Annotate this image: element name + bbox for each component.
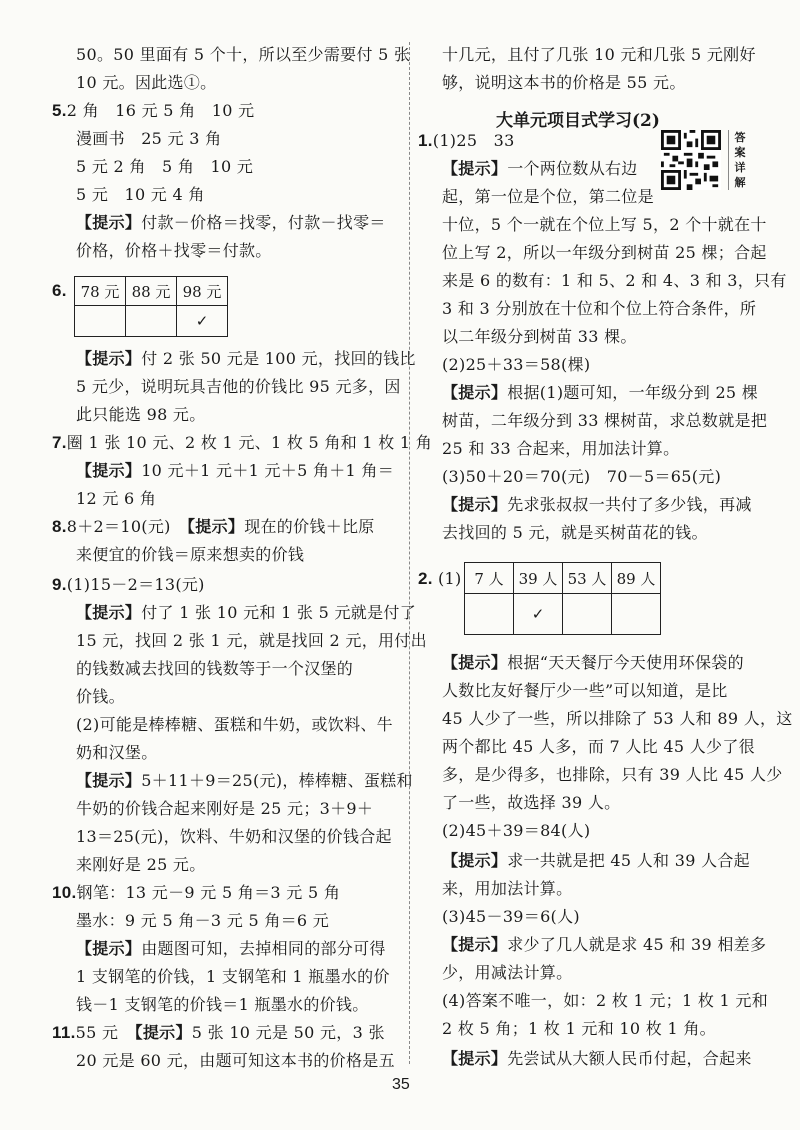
line-text: 10 元＋1 元＋1 元＋5 角＋1 角＝ [141, 461, 395, 480]
text-line [442, 850, 750, 872]
text-line [76, 938, 386, 960]
line-text: 一个两位数从右边 [507, 159, 638, 178]
text-line [76, 826, 392, 848]
question-number: 5. [52, 101, 67, 120]
text-line [442, 494, 752, 516]
text-line [442, 72, 686, 94]
hint-label: 【提示】 [76, 213, 142, 232]
line-text: 现在的价钱＋比原 [244, 517, 375, 536]
line-text: 付 2 张 50 元是 100 元，找回的钱比 [141, 349, 416, 368]
text-line [52, 100, 254, 122]
line-text: (1)25 33 [432, 131, 515, 150]
line-text: 55 元 [75, 1023, 135, 1042]
hint-label: 【提示】 [134, 1023, 192, 1042]
text-line [76, 72, 216, 94]
text-line [442, 680, 728, 702]
q2-checkmark: ✓ [514, 594, 563, 635]
line-text: 两个都比 45 人多，而 7 人比 45 人少了很 [442, 737, 755, 756]
q2-mark-1 [465, 594, 514, 635]
text-line [442, 522, 708, 544]
qr-code-icon[interactable] [661, 130, 721, 190]
line-text: 起，第一位是个位，第二位是 [442, 187, 654, 206]
line-text: 价格，价格＋找零＝付款。 [76, 241, 272, 260]
line-text: 人数比友好餐厅少一些”可以知道，是比 [442, 681, 728, 700]
line-text: 墨水：9 元 5 角－3 元 5 角＝6 元 [76, 911, 330, 930]
line-text: 5 元 2 角 5 角 10 元 [76, 157, 254, 176]
line-text: 十位，5 个一就在个位上写 5，2 个十就在十 [442, 215, 767, 234]
line-text: 2 角 16 元 5 角 10 元 [66, 101, 255, 120]
hint-label: 【提示】 [442, 653, 508, 672]
text-line [76, 488, 156, 510]
line-text: 13＝25(元)，饮料、牛奶和汉堡的价钱合起 [76, 827, 392, 846]
line-text: 根据(1)题可知，一年级分到 25 棵 [507, 383, 759, 402]
text-line [418, 130, 515, 152]
line-text: 奶和汉堡。 [76, 743, 158, 762]
line-text: 根据“天天餐厅今天使用环保袋的 [507, 653, 744, 672]
text-line [442, 214, 767, 236]
text-line [76, 44, 410, 66]
page-number: 35 [392, 1076, 410, 1093]
line-text: 50。50 里面有 5 个十，所以至少需要付 5 张 [76, 45, 411, 64]
text-line [76, 1050, 395, 1072]
hint-label: 【提示】 [186, 517, 245, 536]
hint-label: 【提示】 [76, 771, 142, 790]
text-line [76, 854, 206, 876]
line-text: 求一共就是把 45 人和 39 人合起 [507, 851, 750, 870]
line-text: 付了 1 张 10 元和 1 张 5 元就是付了 [141, 603, 416, 622]
line-text: 十几元，且付了几张 10 元和几张 5 元刚好 [442, 45, 756, 64]
question-number: 10. [52, 883, 77, 902]
line-text: 8＋2＝10(元) [66, 517, 187, 536]
text-line [442, 326, 637, 348]
text-line [76, 602, 416, 624]
text-line [442, 44, 756, 66]
text-line [76, 240, 272, 262]
line-text: 少，用减法计算。 [442, 963, 573, 982]
question-number: 11. [52, 1023, 76, 1042]
line-text: 3 和 3 分别放在十位和个位上符合条件，所 [442, 299, 757, 318]
question-number: 9. [52, 575, 67, 594]
text-line [442, 820, 590, 842]
text-line [52, 574, 205, 596]
q2-choice-table [464, 562, 661, 635]
text-line [442, 736, 755, 758]
line-text: 位上写 2，所以一年级分到树苗 25 棵；合起 [442, 243, 767, 262]
line-text: 15 元，找回 2 张 1 元，就是找回 2 元，用付出 [76, 631, 427, 650]
question-number: 7. [52, 433, 67, 452]
text-line [442, 962, 572, 984]
text-line [442, 1048, 752, 1070]
text-line [442, 990, 768, 1012]
q6-option-78: 78 元 [75, 277, 126, 306]
text-line [76, 156, 253, 178]
question-number: 8. [52, 517, 67, 536]
text-line [76, 212, 386, 234]
q6-option-88: 88 元 [126, 277, 177, 306]
text-line [442, 270, 787, 292]
line-text: 来，用加法计算。 [442, 879, 573, 898]
q2-option-89: 89 人 [612, 563, 661, 594]
text-line [442, 466, 721, 488]
line-text: 了一些，故选择 39 人。 [442, 793, 621, 812]
line-text: 来是 6 的数有：1 和 5、2 和 4、3 和 3，只有 [442, 271, 787, 290]
hint-label: 【提示】 [442, 851, 508, 870]
line-text: 价钱。 [76, 687, 125, 706]
qr-label: 答案详解 [728, 130, 749, 190]
text-line [442, 354, 590, 376]
line-text: 来便宜的价钱＝原来想卖的价钱 [76, 545, 305, 564]
text-line [76, 630, 427, 652]
q2-mark-4 [612, 594, 661, 635]
text-line [442, 652, 744, 674]
line-text: 20 元是 60 元，由题可知这本书的价格是五 [76, 1051, 395, 1070]
hint-label: 【提示】 [76, 461, 142, 480]
hint-label: 【提示】 [442, 935, 508, 954]
line-text: 先求张叔叔一共付了多少钱，再减 [507, 495, 752, 514]
text-line [76, 798, 373, 820]
text-line [442, 764, 783, 786]
text-line [76, 184, 205, 206]
line-text: 求少了几人就是求 45 和 39 相差多 [507, 935, 767, 954]
line-text: 10 元。因此选①。 [76, 73, 217, 92]
hint-label: 【提示】 [76, 603, 142, 622]
text-line [76, 966, 390, 988]
line-text: 此只能选 98 元。 [76, 405, 206, 424]
text-line [76, 714, 393, 736]
hint-label: 【提示】 [76, 349, 142, 368]
question-number: 1. [418, 131, 433, 150]
line-text: (2)可能是棒棒糖、蛋糕和牛奶，或饮料、牛 [76, 715, 393, 734]
text-line [76, 376, 401, 398]
text-line [52, 1022, 385, 1044]
q2-option-39: 39 人 [514, 563, 563, 594]
line-text: 12 元 6 角 [76, 489, 157, 508]
hint-label: 【提示】 [76, 939, 142, 958]
line-text: 漫画书 25 元 3 角 [76, 129, 222, 148]
q6-choice-table [74, 276, 228, 337]
text-line [442, 242, 767, 264]
line-text: 由题图可知，去掉相同的部分可得 [141, 939, 386, 958]
line-text: 的钱数减去找回的钱数等于一个汉堡的 [76, 659, 354, 678]
text-line [76, 348, 416, 370]
line-text: (2)25＋33＝58(棵) [442, 355, 591, 374]
line-text: (4)答案不唯一，如：2 枚 1 元；1 枚 1 元和 [442, 991, 768, 1010]
line-text: 去找回的 5 元，就是买树苗花的钱。 [442, 523, 708, 542]
line-text: 先尝试从大额人民币付起，合起来 [507, 1049, 752, 1068]
text-line [76, 404, 206, 426]
line-text: 付款－价格＝找零，付款－找零＝ [141, 213, 386, 232]
line-text: 45 人少了一些，所以排除了 53 人和 89 人，这 [442, 709, 793, 728]
line-text: 5 元 10 元 4 角 [76, 185, 205, 204]
line-text: 5 张 10 元是 50 元，3 张 [191, 1023, 385, 1042]
text-line [442, 382, 758, 404]
line-text: 2 枚 5 角；1 枚 1 元和 10 枚 1 角。 [442, 1019, 716, 1038]
text-line [442, 438, 679, 460]
text-line [76, 460, 394, 482]
line-text: 牛奶的价钱合起来刚好是 25 元；3＋9＋ [76, 799, 374, 818]
q6-checkmark: ✓ [177, 306, 228, 337]
q6-mark-1 [75, 306, 126, 337]
line-text: 以二年级分到树苗 33 棵。 [442, 327, 637, 346]
line-text: 多，是少得多，也排除，只有 39 人比 45 人少 [442, 765, 783, 784]
text-line [76, 544, 304, 566]
line-text: 树苗，二年级分到 33 棵树苗，求总数就是把 [442, 411, 768, 430]
question-number-2: 2. [418, 569, 433, 588]
text-line [76, 994, 369, 1016]
q6-mark-2 [126, 306, 177, 337]
text-line [76, 770, 413, 792]
text-line [442, 708, 793, 730]
line-text: 1 支钢笔的价钱，1 支钢笔和 1 瓶墨水的价 [76, 967, 390, 986]
text-line [442, 298, 756, 320]
hint-label: 【提示】 [442, 495, 508, 514]
text-line [76, 658, 353, 680]
text-line [76, 742, 158, 764]
text-line [442, 410, 767, 432]
q6-option-98: 98 元 [177, 277, 228, 306]
line-text: (2)45＋39＝84(人) [442, 821, 591, 840]
text-line [76, 910, 329, 932]
text-line [52, 432, 432, 454]
line-text: 够，说明这本书的价格是 55 元。 [442, 73, 686, 92]
line-text: 钢笔：13 元－9 元 5 角＝3 元 5 角 [76, 883, 341, 902]
line-text: 5 元少，说明玩具吉他的价钱比 95 元多，因 [76, 377, 401, 396]
line-text: (1)15－2＝13(元) [66, 575, 205, 594]
hint-label: 【提示】 [442, 1049, 508, 1068]
line-text: 圈 1 张 10 元、2 枚 1 元、1 枚 5 角和 1 枚 1 角 [66, 433, 433, 452]
text-line [442, 934, 766, 956]
q2-option-53: 53 人 [563, 563, 612, 594]
text-line [76, 128, 221, 150]
q2-subpart: (1) [438, 569, 462, 588]
text-line [52, 882, 340, 904]
line-text: 25 和 33 合起来，用加法计算。 [442, 439, 680, 458]
text-line [442, 906, 580, 928]
hint-label: 【提示】 [442, 383, 508, 402]
column-divider [409, 42, 410, 1064]
text-line [76, 686, 125, 708]
hint-label: 【提示】 [442, 159, 508, 178]
line-text: (3)50＋20＝70(元) 70－5＝65(元) [442, 467, 722, 486]
text-line [442, 792, 620, 814]
line-text: 5＋11＋9＝25(元)，棒棒糖、蛋糕和 [141, 771, 413, 790]
q2-option-7: 7 人 [465, 563, 514, 594]
text-line [442, 1018, 716, 1040]
text-line [442, 878, 572, 900]
line-text: (3)45－39＝6(人) [442, 907, 580, 926]
section-title: 大单元项目式学习(2) [496, 111, 660, 131]
question-number-6: 6. [52, 281, 67, 300]
line-text: 来刚好是 25 元。 [76, 855, 206, 874]
text-line [442, 158, 638, 180]
q2-mark-3 [563, 594, 612, 635]
line-text: 钱－1 支钢笔的价钱＝1 瓶墨水的价钱。 [76, 995, 369, 1014]
text-line [442, 186, 654, 208]
text-line [52, 516, 375, 538]
